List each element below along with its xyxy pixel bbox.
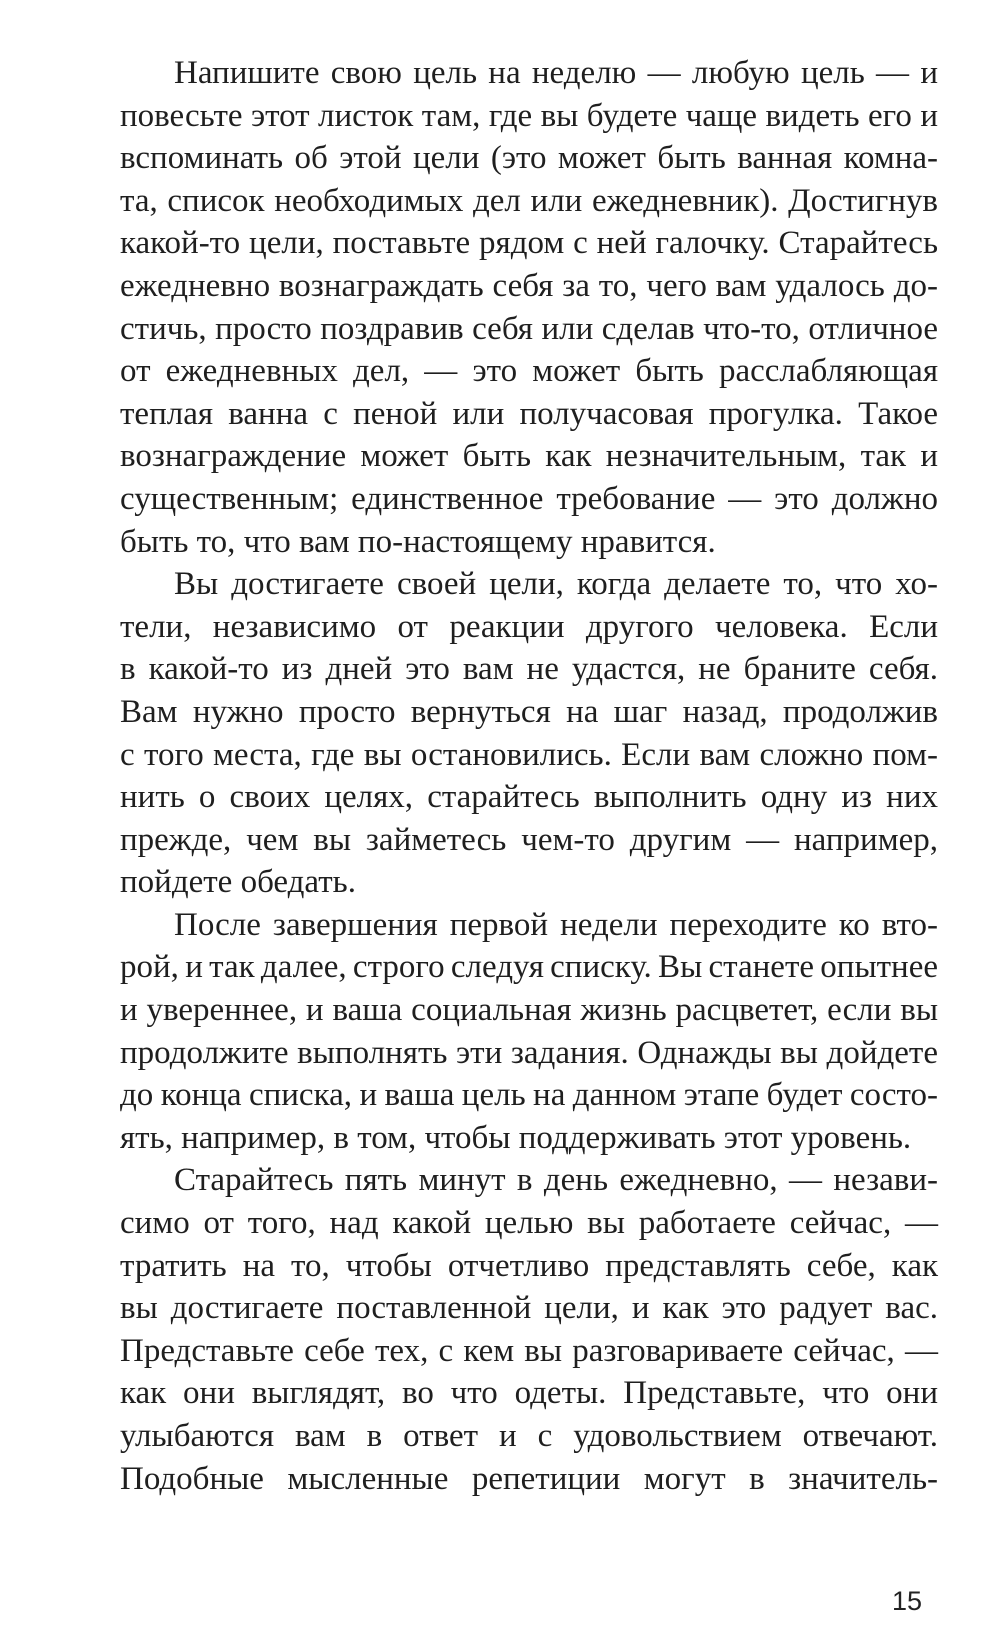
text-line: стичь, просто поздравив себя или сделав что-то, отличное (120, 310, 938, 347)
text-line: пойдете обедать. (120, 864, 356, 901)
text-line: симо от того, над какой целью вы работаете сейчас, — (120, 1205, 938, 1242)
page-body (66, 52, 938, 1500)
paragraph-1 (66, 52, 938, 563)
text-line: до конца списка, и ваша цель на данном этапе будет состо- (120, 1077, 938, 1114)
text-line: После завершения первой недели переходите ко вто- (174, 906, 938, 943)
text-line: Напишите свою цель на неделю — любую цель — и (174, 55, 938, 91)
text-line: ежедневно вознаграждать себя за то, чего вам удалось до- (120, 267, 938, 304)
text-line: нить о своих целях, старайтесь выполнить одну из них (120, 779, 938, 816)
text-line: та, список необходимых дел или ежедневник). Достигнув (120, 182, 938, 219)
paragraph-4 (66, 1159, 938, 1500)
text-line: вспоминать об этой цели (это может быть ванная комна- (120, 140, 938, 177)
text-line: теплая ванна с пеной или получасовая прогулка. Такое (120, 395, 938, 432)
text-line: быть то, что вам по-настоящему нравится. (120, 523, 716, 560)
text-line: в какой-то из дней это вам не удастся, не браните себя. (120, 651, 938, 688)
text-line: повесьте этот листок там, где вы будете чаще видеть его и (120, 97, 938, 134)
page-number: 15 (892, 1586, 923, 1616)
text-line: вознаграждение может быть как незначительным, так и (120, 438, 938, 475)
text-line: рой, и так далее, строго следуя списку. Вы станете опытнее (120, 949, 938, 986)
text-line: продолжите выполнять эти задания. Однажды вы дойдете (120, 1034, 938, 1071)
paragraph-2 (66, 563, 938, 904)
text-line: прежде, чем вы займетесь чем-то другим — например, (120, 821, 938, 858)
paragraph-3 (66, 904, 938, 1160)
text-line: тратить на то, чтобы отчетливо представлять себе, как (120, 1247, 938, 1284)
text-line: Старайтесь пять минут в день ежедневно, — незави- (174, 1162, 938, 1199)
text-line: Подобные мысленные репетиции могут в значитель- (120, 1460, 938, 1497)
text-line: с того места, где вы остановились. Если вам сложно пом- (120, 736, 938, 773)
text-line: тели, независимо от реакции другого человека. Если (120, 608, 938, 645)
text-line: ять, например, в том, чтобы поддерживать этот уровень. (120, 1119, 912, 1156)
text-line: и увереннее, и ваша социальная жизнь расцветет, если вы (120, 992, 938, 1029)
text-line: Вам нужно просто вернуться на шаг назад, продолжив (120, 693, 938, 730)
text-line: от ежедневных дел, — это может быть расслабляющая (120, 353, 938, 390)
text-line: вы достигаете поставленной цели, и как это радует вас. (120, 1290, 938, 1327)
text-line: Вы достигаете своей цели, когда делаете то, что хо- (174, 566, 938, 603)
text-line: какой-то цели, поставьте рядом с ней галочку. Старайтесь (120, 225, 938, 262)
text-line: улыбаются вам в ответ и с удовольствием отвечают. (120, 1418, 938, 1454)
text-line: Представьте себе тех, с кем вы разговариваете сейчас, — (120, 1332, 938, 1369)
text-line: как они выглядят, во что одеты. Представьте, что они (120, 1375, 938, 1412)
text-line: существенным; единственное требование — это должно (120, 480, 938, 517)
